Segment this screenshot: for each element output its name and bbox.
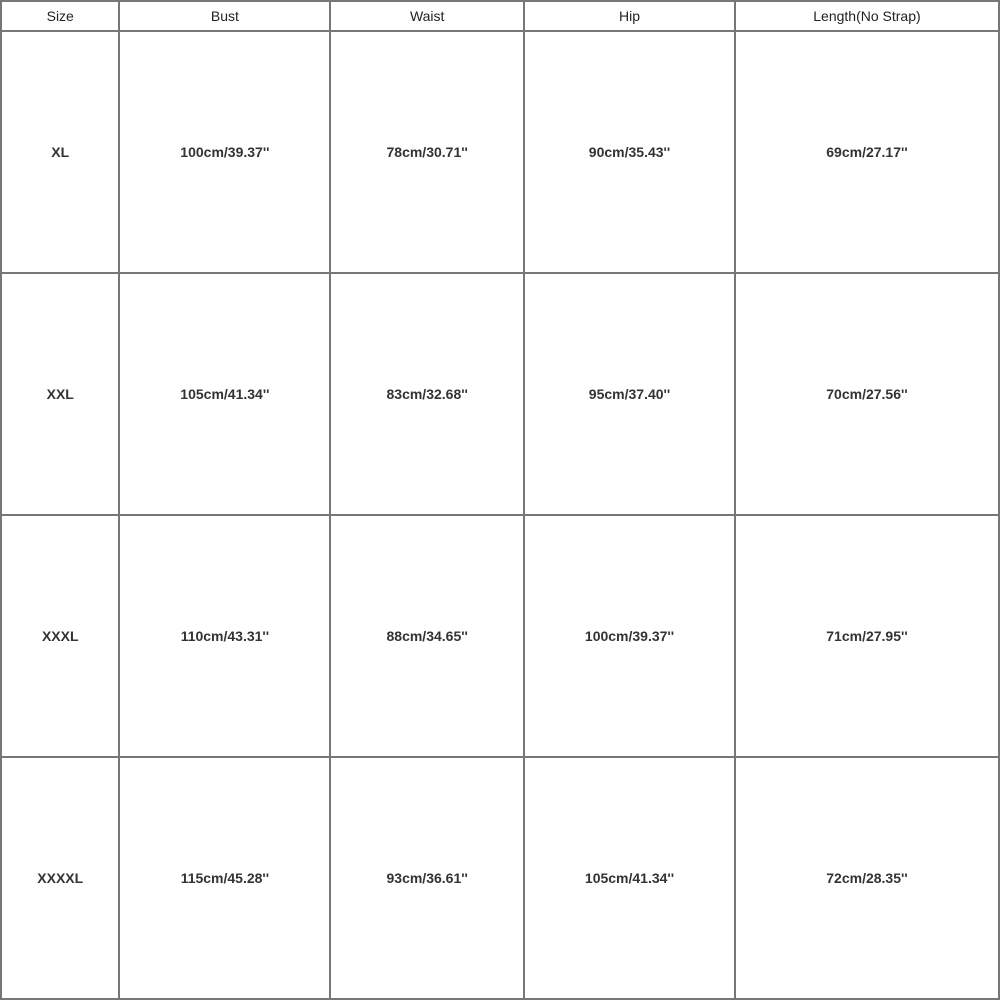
cell-hip: 95cm/37.40''	[524, 273, 735, 515]
cell-hip: 105cm/41.34''	[524, 757, 735, 999]
cell-length: 69cm/27.17''	[735, 31, 999, 273]
header-size: Size	[1, 1, 119, 31]
cell-size: XXXXL	[1, 757, 119, 999]
cell-waist: 78cm/30.71''	[330, 31, 524, 273]
cell-length: 71cm/27.95''	[735, 515, 999, 757]
cell-length: 70cm/27.56''	[735, 273, 999, 515]
table-row	[1, 515, 999, 757]
cell-bust: 115cm/45.28''	[119, 757, 330, 999]
cell-bust: 100cm/39.37''	[119, 31, 330, 273]
table-row	[1, 31, 999, 273]
cell-waist: 83cm/32.68''	[330, 273, 524, 515]
header-length: Length(No Strap)	[735, 1, 999, 31]
cell-waist: 93cm/36.61''	[330, 757, 524, 999]
cell-hip: 100cm/39.37''	[524, 515, 735, 757]
cell-hip: 90cm/35.43''	[524, 31, 735, 273]
table-row	[1, 273, 999, 515]
header-bust: Bust	[119, 1, 330, 31]
cell-bust: 110cm/43.31''	[119, 515, 330, 757]
table-row	[1, 757, 999, 999]
cell-size: XL	[1, 31, 119, 273]
header-waist: Waist	[330, 1, 524, 31]
header-row	[1, 1, 999, 31]
header-hip: Hip	[524, 1, 735, 31]
cell-waist: 88cm/34.65''	[330, 515, 524, 757]
cell-size: XXL	[1, 273, 119, 515]
cell-length: 72cm/28.35''	[735, 757, 999, 999]
cell-bust: 105cm/41.34''	[119, 273, 330, 515]
cell-size: XXXL	[1, 515, 119, 757]
